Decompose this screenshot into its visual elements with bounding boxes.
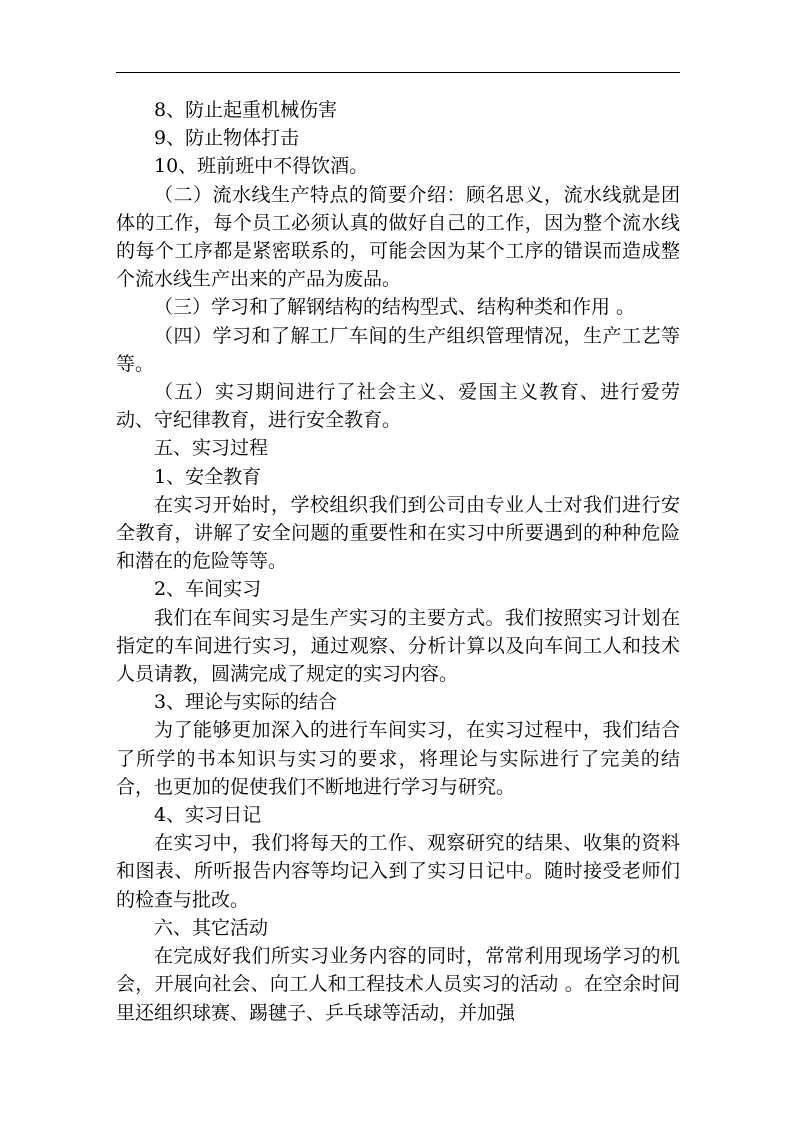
- section-heading-other-activities: 六、其它活动: [154, 916, 269, 939]
- paragraph-workshop-internship: 我们在车间实习是生产实习的主要方式。我们按照实习计划在指定的车间进行实习，通过观察、分析计算以及向车间工人和技术人员请教，圆满完成了规定的实习内容。: [116, 606, 680, 686]
- list-item-object-strike: 9、防止物体打击: [154, 127, 300, 150]
- paragraph-workshop-management: （四）学习和了解工厂车间的生产组织管理情况，生产工艺等等。: [116, 324, 680, 375]
- header-rule: [116, 72, 680, 73]
- subheading-workshop-internship: 2、车间实习: [154, 578, 262, 601]
- paragraph-assembly-line-intro: （二）流水线生产特点的简要介绍：顾名思义，流水线就是团体的工作，每个员工必须认真的做好自己的工作，因为整个流水线的每个工序都是紧密联系的，可能会因为某个工序的错误而造成整个流水线生产出来的产品为废品。: [116, 183, 680, 291]
- paragraph-theory-practice: 为了能够更加深入的进行车间实习，在实习过程中，我们结合了所学的书本知识与实习的要求，将理论与实际进行了完美的结合，也更加的促使我们不断地进行学习与研究。: [116, 719, 680, 798]
- paragraph-other-activities: 在完成好我们所实习业务内容的同时，常常利用现场学习的机会，开展向社会、向工人和工程技术人员实习的活动 。在空余时间里还组织球赛、踢毽子、乒乓球等活动，并加强: [116, 945, 680, 1024]
- paragraph-internship-diary: 在实习中，我们将每天的工作、观察研究的结果、收集的资料和图表、所听报告内容等均记入到了实习日记中。随时接受老师们的检查与批改。: [116, 832, 680, 911]
- subheading-theory-practice: 3、理论与实际的结合: [154, 691, 338, 714]
- paragraph-safety-education: 在实习开始时，学校组织我们到公司由专业人士对我们进行安全教育，讲解了安全问题的重要性和在实习中所要遇到的种种危险和潜在的危险等等。: [116, 493, 680, 573]
- list-item-crane-safety: 8、防止起重机械伤害: [154, 99, 338, 121]
- paragraph-steel-structure: （三）学习和了解钢结构的结构型式、结构种类和作用 。: [154, 296, 636, 319]
- document-body: [116, 96, 680, 1027]
- section-heading-internship-process: 五、实习过程: [154, 437, 269, 460]
- paragraph-education: （五）实习期间进行了社会主义、爱国主义教育、进行爱劳动、守纪律教育，进行安全教育。: [116, 381, 680, 432]
- subheading-safety-education: 1、安全教育: [154, 465, 262, 488]
- subheading-internship-diary: 4、实习日记: [154, 804, 262, 827]
- list-item-no-drinking: 10、班前班中不得饮酒。: [154, 155, 369, 178]
